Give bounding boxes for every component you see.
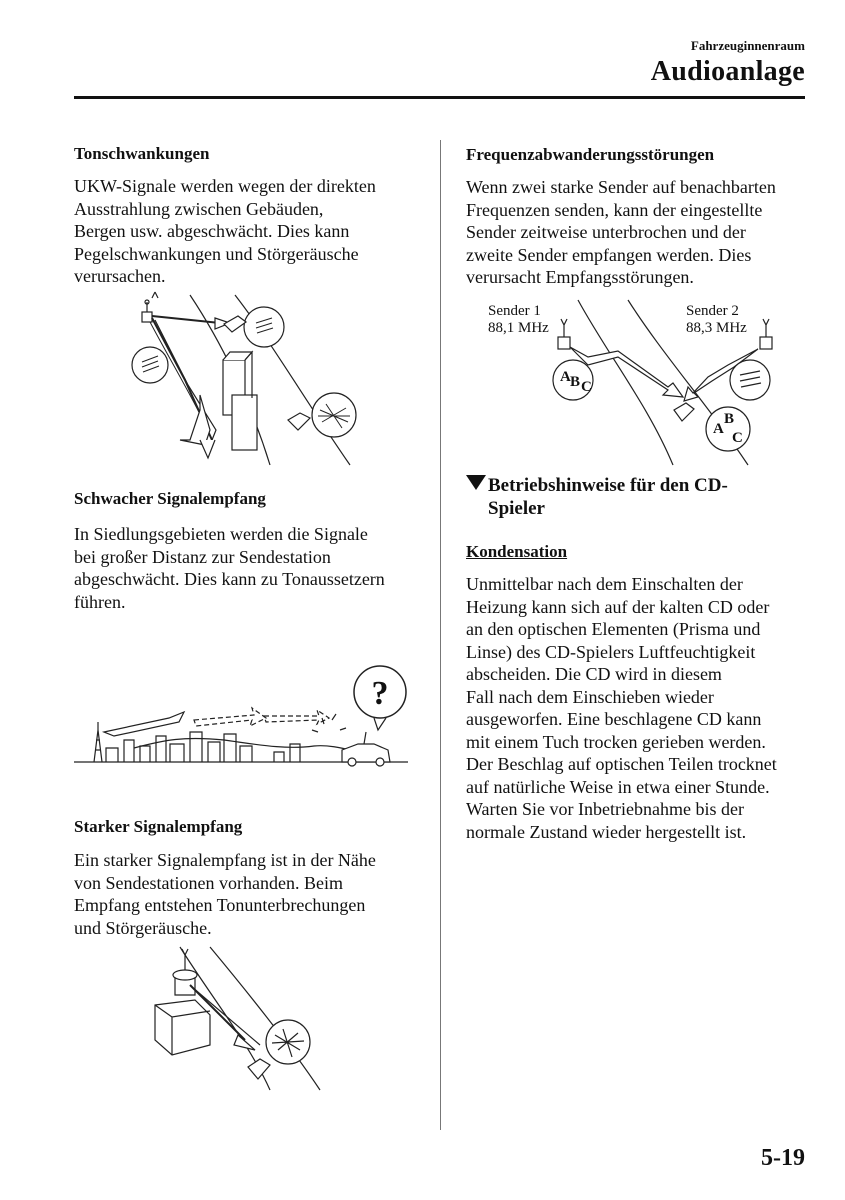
heading-starker-signalempfang: Starker Signalempfang bbox=[74, 817, 243, 836]
paragraph-tonschwankungen: UKW-Signale werden wegen der direkten Ausstrahlung zwischen Gebäuden, Bergen usw. abgeschwächt. Dies kann Pegelschwankungen und Störgeräusche verursachen. bbox=[74, 176, 376, 286]
chapter-label: Fahrzeuginnenraum bbox=[690, 38, 805, 53]
bubble-left-b: B bbox=[570, 374, 581, 390]
header-rule bbox=[74, 96, 805, 99]
page-title: Audioanlage bbox=[650, 56, 805, 87]
paragraph-starker-signalempfang: Ein starker Signalempfang ist in der Nähe von Sendestationen vorhanden. Beim Empfang entstehen Tonunterbrechungen und Störgeräusche. bbox=[74, 850, 376, 938]
page-number: 5-19 bbox=[761, 1145, 805, 1171]
heading-tonschwankungen: Tonschwankungen bbox=[74, 144, 210, 163]
bubble-left-c: C bbox=[581, 379, 592, 395]
question-mark-icon: ? bbox=[371, 675, 389, 712]
bubble-right-c: C bbox=[732, 430, 743, 446]
paragraph-schwacher-signalempfang: In Siedlungsgebieten werden die Signale bei großer Distanz zur Sendestation abgeschwächt. Dies kann zu Tonaussetzern führen. bbox=[74, 524, 385, 612]
sender1-frequency: 88,1 MHz bbox=[488, 320, 549, 336]
illustration-multipath bbox=[120, 290, 370, 470]
bubble-right-b: B bbox=[724, 411, 735, 427]
illustration-two-senders bbox=[488, 295, 788, 465]
column-divider bbox=[440, 140, 441, 1130]
illustration-strong-signal bbox=[150, 945, 350, 1095]
heading-kondensation: Kondensation bbox=[466, 542, 568, 561]
heading-schwacher-signalempfang: Schwacher Signalempfang bbox=[74, 489, 266, 508]
illustration-weak-signal bbox=[74, 660, 414, 770]
bubble-right-a: A bbox=[713, 421, 724, 437]
paragraph-kondensation: Unmittelbar nach dem Einschalten der Heizung kann sich auf der kalten CD oder an den optischen Elementen (Prisma und Linse) des CD-Spielers Luftfeuchtigkeit abscheiden. Die CD wird in diesem Fall nach dem Einschieben wieder ausgeworfen. Eine beschlagene CD kann mit einem Tuch trocken gerieben werden. Der Beschlag auf optischen Teilen trocknet auf natürliche Weise in etwa einer Stunde. Warten Sie vor Inbetriebnahme bis der normale Zustand wieder hergestellt ist. bbox=[466, 574, 777, 842]
section-heading-cd-player: Betriebshinweise für den CD- Spieler bbox=[466, 474, 728, 520]
heading-frequenzabwanderung: Frequenzabwanderungsstörungen bbox=[466, 145, 715, 164]
paragraph-frequenzabwanderung: Wenn zwei starke Sender auf benachbarten Frequenzen senden, kann der eingestellte Sender zeitweise unterbrochen und der zweite Sender empfangen werden. Dies verursacht Empfangsstörungen. bbox=[466, 177, 776, 287]
sender2-frequency: 88,3 MHz bbox=[686, 320, 747, 336]
sender1-label: Sender 1 bbox=[488, 303, 541, 319]
sender2-label: Sender 2 bbox=[686, 303, 739, 319]
triangle-marker-icon bbox=[466, 475, 486, 490]
bubble-left-a: A bbox=[560, 369, 571, 385]
